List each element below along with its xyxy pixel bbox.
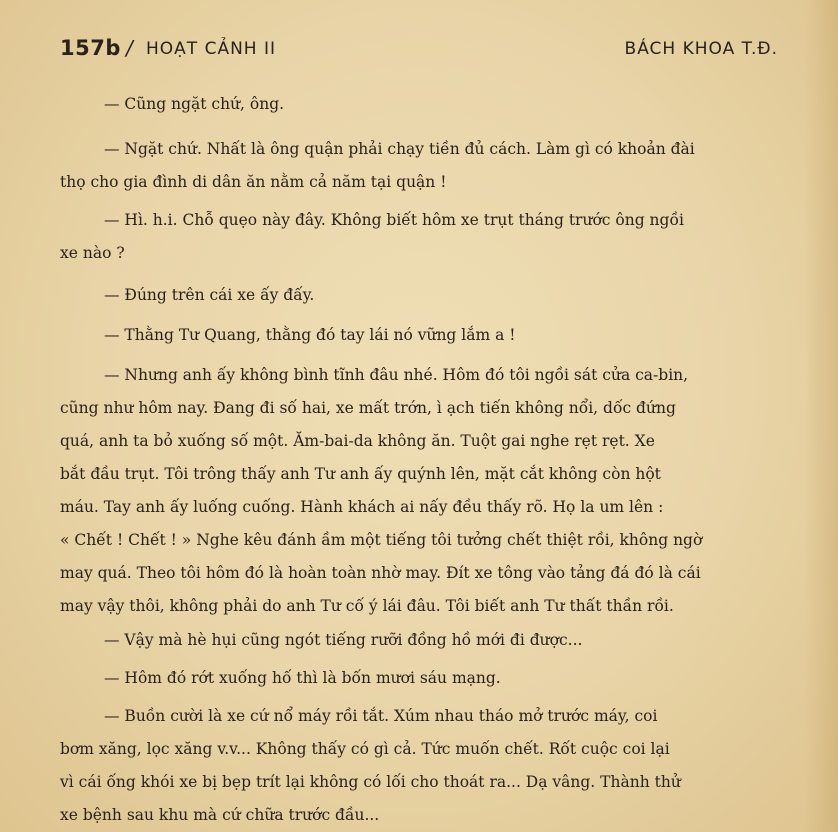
text-line: xe bệnh sau khu mà cứ chữa trước đầu... — [60, 806, 380, 824]
dialogue-paragraph — [60, 279, 780, 312]
chapter-title: HOẠT CẢNH II — [146, 39, 277, 59]
text-line: — Ngặt chứ. Nhất là ông quận phải chạy tiền đủ cách. Làm gì có khoản đài — [104, 140, 695, 158]
page-number: 157b — [60, 36, 121, 60]
running-header — [60, 36, 778, 70]
text-line: may quá. Theo tôi hôm đó là hoàn toàn nhờ may. Đít xe tông vào tảng đá đó là cái — [60, 564, 701, 582]
text-line: thọ cho gia đình di dân ăn nằm cả năm tại quận ! — [60, 173, 447, 191]
text-line: — Nhưng anh ấy không bình tĩnh đâu nhé. Hôm đó tôi ngồi sát cửa ca-bin, — [104, 366, 689, 384]
text-line: — Vậy mà hè hụi cũng ngót tiếng rưỡi đồng hồ mới đi được... — [104, 631, 583, 649]
magazine-title: BÁCH KHOA T.Đ. — [624, 39, 778, 59]
text-line: — Hôm đó rớt xuống hố thì là bốn mươi sáu mạng. — [104, 669, 501, 687]
text-line: bơm xăng, lọc xăng v.v... Không thấy có gì cả. Tức muốn chết. Rốt cuộc coi lại — [60, 740, 670, 758]
dialogue-paragraph — [60, 319, 780, 352]
text-line: — Thằng Tư Quang, thằng đó tay lái nó vững lắm a ! — [104, 326, 516, 344]
text-line: máu. Tay anh ấy luống cuống. Hành khách ai nấy đều thấy rõ. Họ la um lên : — [60, 498, 664, 516]
text-line: may vậy thôi, không phải do anh Tư cố ý lái đâu. Tôi biết anh Tư thất thần rồi. — [60, 597, 674, 615]
text-line: « Chết ! Chết ! » Nghe kêu đánh ầm một tiếng tôi tưởng chết thiệt rồi, không ngờ — [60, 531, 703, 549]
text-line: quá, anh ta bỏ xuống số một. Ăm-bai-da không ăn. Tuột gai nghe rẹt rẹt. Xe — [60, 432, 655, 450]
dialogue-paragraph — [60, 624, 780, 657]
page-edge-stain — [804, 0, 838, 832]
dialogue-paragraph — [60, 359, 780, 623]
text-line: — Đúng trên cái xe ấy đấy. — [104, 286, 315, 304]
text-line: bắt đầu trụt. Tôi trông thấy anh Tư anh ấy quýnh lên, mặt cắt không còn hột — [60, 465, 661, 483]
dialogue-paragraph — [60, 204, 780, 270]
dialogue-paragraph — [60, 700, 780, 832]
text-line: xe nào ? — [60, 244, 125, 262]
text-line: vì cái ống khói xe bị bẹp trít lại không có lối cho thoát ra... Dạ vâng. Thành thử — [60, 773, 681, 791]
text-line: — Buồn cười là xe cứ nổ máy rồi tắt. Xúm nhau tháo mở trước máy, coi — [104, 707, 658, 725]
dialogue-paragraph — [60, 662, 780, 695]
text-line: cũng như hôm nay. Đang đi số hai, xe mất trớn, ì ạch tiến không nổi, dốc đứng — [60, 399, 676, 417]
dialogue-paragraph — [60, 133, 780, 199]
header-separator: / — [126, 36, 133, 60]
dialogue-paragraph — [60, 88, 780, 121]
text-line: — Cũng ngặt chứ, ông. — [104, 95, 285, 113]
text-line: — Hì. h.i. Chỗ quẹo này đây. Không biết hôm xe trụt tháng trước ông ngồi — [104, 211, 684, 229]
